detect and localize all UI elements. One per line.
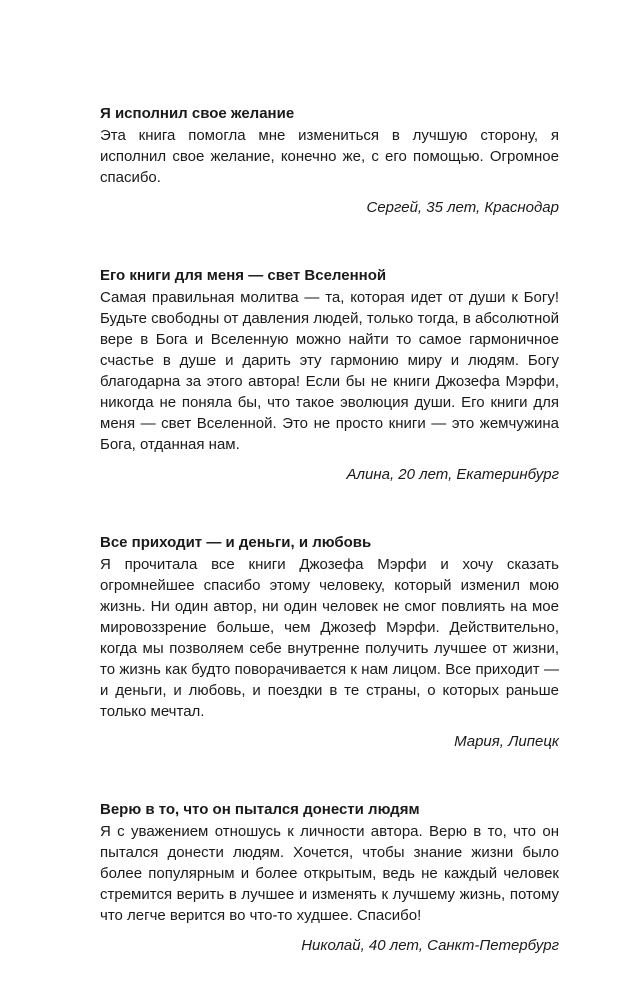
testimonial-block (100, 799, 559, 956)
testimonial-attribution: Мария, Липецк (454, 733, 559, 750)
testimonial-body: Эта книга помогла мне измениться в лучшую сторону, я исполнил свое желание, конечно же, с его помощью. Огромное спасибо. (100, 127, 559, 186)
testimonial-block (100, 532, 559, 752)
testimonial-block (100, 103, 559, 218)
testimonial-heading: Его книги для меня — свет Вселенной (100, 267, 387, 284)
testimonial-attribution: Алина, 20 лет, Екатеринбург (346, 466, 559, 483)
testimonial-attribution: Николай, 40 лет, Санкт-Петербург (301, 937, 559, 954)
testimonial-body: Я прочитала все книги Джозефа Мэрфи и хочу сказать огромнейшее спасибо этому человеку, который изменил мою жизнь. Ни один автор, ни один человек не смог повлиять на мое мировоззрение больше, чем Джозеф Мэрфи. Действительно, когда мы позволяем себе внутренне получить лучшее от жизни, то жизнь как будто поворачивается к нам лицом. Все приходит — и деньги, и любовь, и поездки в те страны, о которых раньше только мечтал. (100, 556, 559, 720)
testimonial-heading: Все приходит — и деньги, и любовь (100, 534, 372, 551)
testimonial-body: Самая правильная молитва — та, которая идет от души к Богу! Будьте свободны от давления людей, только тогда, в абсолютной вере в Бога и Вселенную можно найти то самое гармоничное счастье в душе и дарить эту гармонию миру и людям. Богу благодарна за этого автора! Если бы не книги Джозефа Мэрфи, никогда не поняла бы, что такое эволюция души. Его книги для меня — свет Вселенной. Это не просто книги — это жемчужина Бога, отданная нам. (100, 289, 559, 453)
testimonial-heading: Я исполнил свое желание (100, 105, 295, 122)
testimonial-attribution: Сергей, 35 лет, Краснодар (366, 199, 559, 216)
testimonial-block (100, 265, 559, 485)
testimonial-body: Я с уважением отношусь к личности автора. Верю в то, что он пытался донести людям. Хочется, чтобы знание жизни было более популярным и более открытым, ведь не каждый человек стремится верить в лучшее и изменять к лучшему жизнь, потому что легче верится во что-то худшее. Спасибо! (100, 823, 559, 924)
testimonial-heading: Верю в то, что он пытался донести людям (100, 801, 420, 818)
